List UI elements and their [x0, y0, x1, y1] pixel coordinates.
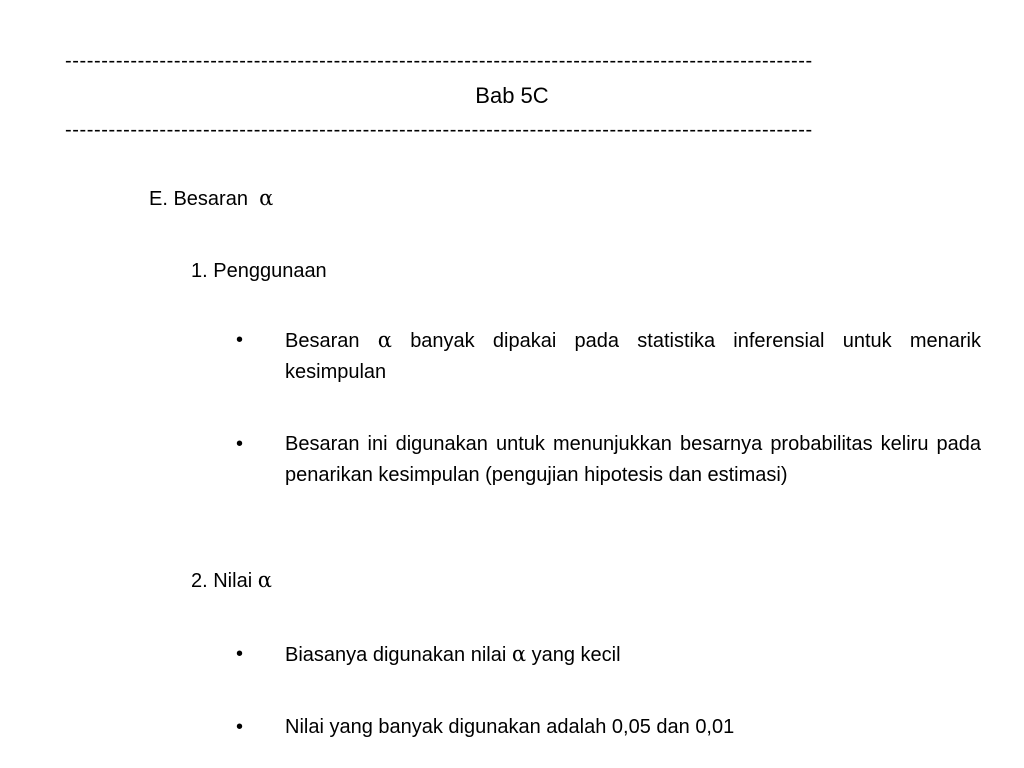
alpha-symbol: α	[257, 568, 272, 592]
bullet-item	[232, 712, 981, 743]
bullet-text: Nilai yang banyak digunakan adalah 0,05 dan 0,01	[285, 716, 735, 738]
slide-title: Bab 5C	[475, 83, 549, 108]
bullet-dot: •	[236, 433, 244, 455]
bullet-item	[232, 429, 981, 491]
bullet-text: Besaran ini digunakan untuk menunjukkan besarnya probabilitas keliru pada penarikan kesimpulan (pengujian hipotesis dan estimasi)	[285, 433, 981, 486]
bullet-text	[285, 325, 981, 388]
bullet-text	[285, 639, 981, 671]
bullet-item	[232, 325, 981, 388]
subsection-heading-1: 1. Penggunaan	[191, 260, 327, 282]
alpha-symbol: α	[259, 186, 274, 210]
header-dash-line-bottom: -------------------------------------------------------------------------------------------------------	[65, 119, 813, 141]
bullet-dot: •	[236, 716, 244, 738]
bullet-text-after: banyak dipakai pada statistika inferensial untuk menarik kesimpulan	[285, 330, 982, 383]
header-dash-line-top: -------------------------------------------------------------------------------------------------------	[65, 50, 813, 72]
section-heading-label: E. Besaran	[149, 188, 248, 210]
bullet-item	[232, 639, 981, 671]
subsection-heading-label: 2. Nilai	[191, 570, 253, 592]
bullet-text-before: Besaran	[285, 330, 360, 352]
bullet-dot: •	[236, 643, 244, 665]
bullet-text-after: yang kecil	[531, 644, 621, 666]
subsection-heading-2	[191, 567, 272, 594]
bullet-text-before: Biasanya digunakan nilai	[285, 644, 507, 666]
alpha-symbol: α	[511, 642, 527, 666]
section-heading	[149, 185, 273, 212]
alpha-symbol: α	[377, 328, 392, 352]
bullet-dot: •	[236, 329, 244, 351]
